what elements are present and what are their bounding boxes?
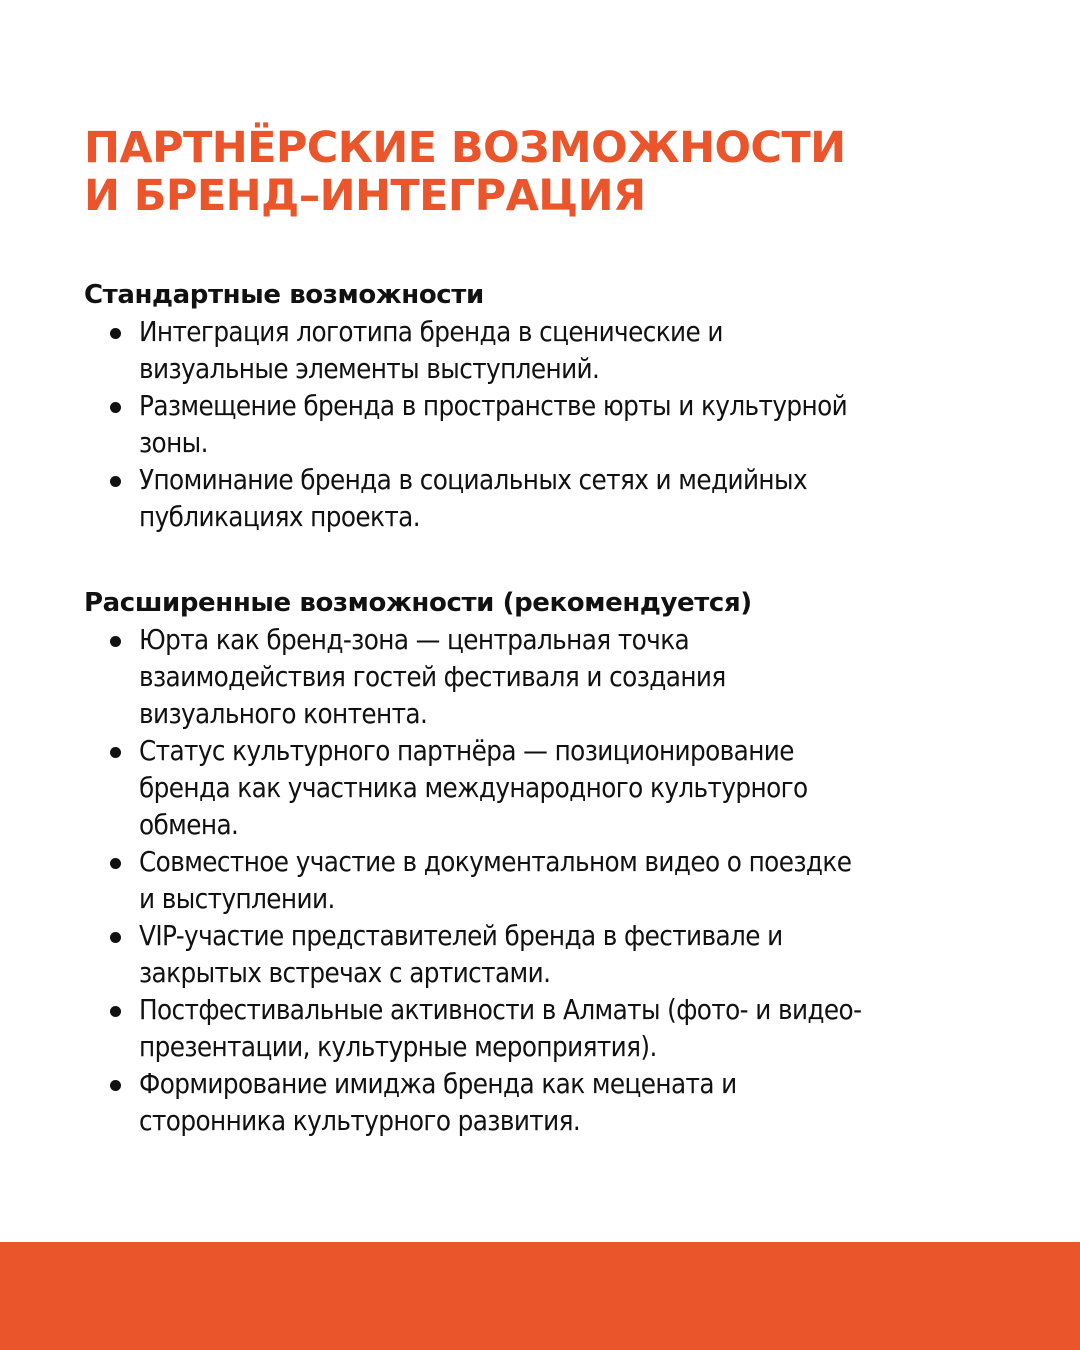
list-item-text-line: VIP-участие представителей бренда в фестивале и (139, 920, 783, 952)
bullet-icon (110, 932, 121, 943)
list-item-text-line: зоны. (139, 427, 208, 459)
list-item-text-line: и выступлении. (139, 883, 335, 915)
list-item-text-line: Формирование имиджа бренда как мецената и (139, 1068, 737, 1100)
standard-opportunities-section (84, 277, 1044, 536)
list-item (84, 388, 1044, 462)
list-item-text-line: презентации, культурные мероприятия). (139, 1031, 657, 1063)
bullet-list (84, 314, 1044, 536)
list-item-text-line: визуальные элементы выступлений. (139, 353, 600, 385)
list-item-text-line: публикациях проекта. (139, 501, 420, 533)
list-item (84, 844, 1044, 918)
bullet-icon (110, 1080, 121, 1091)
list-item-text-line: взаимодействия гостей фестиваля и создания (139, 661, 726, 693)
list-item-text-line: Совместное участие в документальном видео о поездке (139, 846, 852, 878)
footer-accent-bar (0, 1242, 1080, 1350)
list-item-text-line: Юрта как бренд-зона — центральная точка (139, 624, 690, 656)
extended-opportunities-section (84, 585, 1044, 1140)
list-item (84, 918, 1044, 992)
bullet-icon (110, 476, 121, 487)
list-item-text-line: Интеграция логотипа бренда в сценические и (139, 316, 723, 348)
list-item-text-line: бренда как участника международного культурного (139, 772, 808, 804)
list-item-text-line: Размещение бренда в пространстве юрты и культурной (139, 390, 848, 422)
bullet-icon (110, 328, 121, 339)
page-title (84, 124, 846, 220)
list-item-text-line: Постфестивальные активности в Алматы (фото- и видео- (139, 994, 862, 1026)
list-item (84, 314, 1044, 388)
page-title-line-1: ПАРТНЁРСКИЕ ВОЗМОЖНОСТИ (84, 123, 846, 173)
list-item (84, 733, 1044, 844)
bullet-icon (110, 858, 121, 869)
list-item-text-line: закрытых встречах с артистами. (139, 957, 551, 989)
page-title-line-2: И БРЕНД–ИНТЕГРАЦИЯ (84, 171, 646, 221)
list-item-text-line: Упоминание бренда в социальных сетях и медийных (139, 464, 807, 496)
bullet-list (84, 622, 1044, 1140)
list-item-text-line: Статус культурного партнёра — позиционирование (139, 735, 794, 767)
list-item (84, 1066, 1044, 1140)
bullet-icon (110, 1006, 121, 1017)
list-item (84, 622, 1044, 733)
section-heading: Расширенные возможности (рекомендуется) (84, 588, 752, 618)
list-item-text-line: обмена. (139, 809, 239, 841)
list-item-text-line: сторонника культурного развития. (139, 1105, 581, 1137)
bullet-icon (110, 402, 121, 413)
list-item (84, 462, 1044, 536)
list-item (84, 992, 1044, 1066)
section-heading: Стандартные возможности (84, 280, 484, 310)
bullet-icon (110, 636, 121, 647)
list-item-text-line: визуального контента. (139, 698, 428, 730)
bullet-icon (110, 747, 121, 758)
